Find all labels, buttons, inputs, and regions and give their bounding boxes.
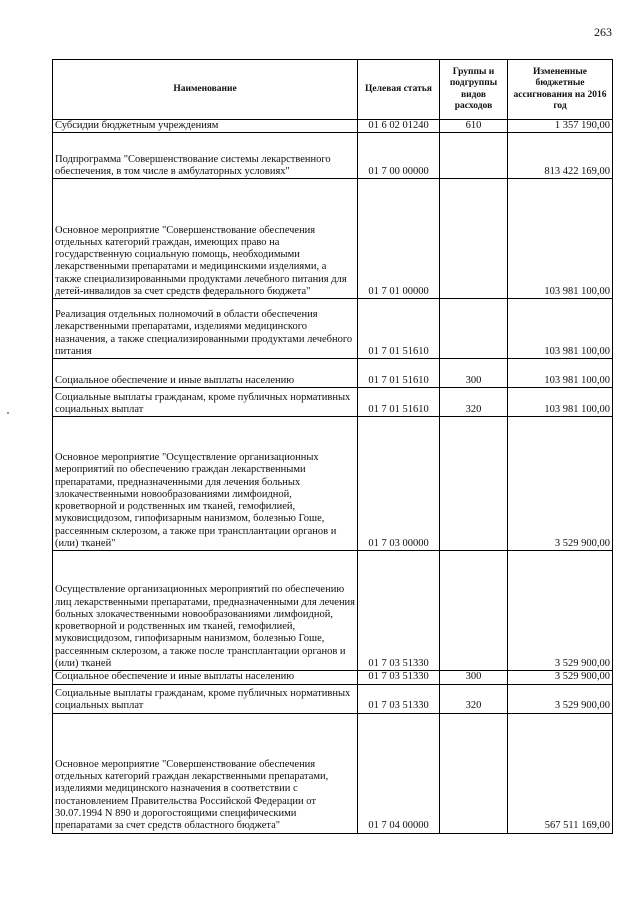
row-code: 01 7 04 00000	[358, 713, 440, 833]
row-group: 300	[440, 359, 508, 388]
row-name: Социальные выплаты гражданам, кроме публичных нормативных социальных выплат	[53, 388, 358, 417]
row-name: Социальное обеспечение и иные выплаты населению	[53, 359, 358, 388]
row-name: Подпрограмма "Совершенствование системы лекарственного обеспечения, в том числе в амбулаторных условиях"	[53, 133, 358, 179]
row-group	[440, 417, 508, 551]
table-row	[53, 299, 613, 359]
row-amount: 813 422 169,00	[508, 133, 613, 179]
budget-table	[52, 59, 613, 834]
table-row	[53, 359, 613, 388]
row-name: Основное мероприятие "Совершенствование обеспечения отдельных категорий граждан, имеющих право на государственную социальную помощь, необходимыми лекарственными препаратами и медицинскими изделиями, а также специализированными продуктами лечебного питания для детей-инвалидов за счет средств федерального бюджета"	[53, 179, 358, 299]
row-code: 01 7 03 51330	[358, 671, 440, 684]
row-code: 01 7 00 00000	[358, 133, 440, 179]
row-amount: 103 981 100,00	[508, 359, 613, 388]
header-target-article: Целевая статья	[358, 60, 440, 120]
row-name: Социальное обеспечение и иные выплаты населению	[53, 671, 358, 684]
row-code: 01 7 03 51330	[358, 684, 440, 713]
row-amount: 103 981 100,00	[508, 179, 613, 299]
header-name: Наименование	[53, 60, 358, 120]
header-expense-groups: Группы и подгруппы видов расходов	[440, 60, 508, 120]
row-code: 01 7 01 00000	[358, 179, 440, 299]
row-amount: 103 981 100,00	[508, 299, 613, 359]
table-row	[53, 671, 613, 684]
row-code: 01 6 02 01240	[358, 120, 440, 133]
row-name: Субсидии бюджетным учреждениям	[53, 120, 358, 133]
table-header-row	[53, 60, 613, 120]
row-group	[440, 299, 508, 359]
table-row	[53, 120, 613, 133]
row-code: 01 7 03 51330	[358, 551, 440, 671]
row-name: Реализация отдельных полномочий в области обеспечения лекарственными препаратами, изделиями медицинского назначения, а также специализированными продуктами лечебного питания	[53, 299, 358, 359]
row-group	[440, 551, 508, 671]
row-amount: 103 981 100,00	[508, 388, 613, 417]
table-row	[53, 417, 613, 551]
table-row	[53, 179, 613, 299]
row-amount: 3 529 900,00	[508, 684, 613, 713]
row-group	[440, 179, 508, 299]
row-group	[440, 133, 508, 179]
row-name: Социальные выплаты гражданам, кроме публичных нормативных социальных выплат	[53, 684, 358, 713]
row-code: 01 7 03 00000	[358, 417, 440, 551]
table-row	[53, 388, 613, 417]
row-amount: 567 511 169,00	[508, 713, 613, 833]
table-row	[53, 684, 613, 713]
scan-artifact-dot	[7, 412, 9, 414]
row-name: Основное мероприятие "Совершенствование обеспечения отдельных категорий граждан лекарственными препаратами, изделиями медицинского назначения в соответствии с постановлением Правительства Российской Федерации от 30.07.1994 N 890 и дорогостоящими специфическими препаратами за счет средств областного бюджета"	[53, 713, 358, 833]
row-amount: 3 529 900,00	[508, 551, 613, 671]
table-row	[53, 713, 613, 833]
row-amount: 3 529 900,00	[508, 417, 613, 551]
row-amount: 1 357 190,00	[508, 120, 613, 133]
row-group: 320	[440, 684, 508, 713]
table-row	[53, 133, 613, 179]
row-code: 01 7 01 51610	[358, 388, 440, 417]
row-code: 01 7 01 51610	[358, 359, 440, 388]
page-number: 263	[594, 25, 612, 39]
row-group: 320	[440, 388, 508, 417]
header-amount-2016: Измененные бюджетные ассигнования на 2016 год	[508, 60, 613, 120]
row-code: 01 7 01 51610	[358, 299, 440, 359]
table-row	[53, 551, 613, 671]
row-group	[440, 713, 508, 833]
row-name: Основное мероприятие "Осуществление организационных мероприятий по обеспечению граждан лекарственными препаратами, предназначенными для лечения больных злокачественными новообразованиями лимфоидной, кроветворной и родственных им тканей, гемофилией, муковисцидозом, гипофизарным нанизмом, болезнью Гоше, рассеянным склерозом, а также при трансплантации органов и (или) тканей"	[53, 417, 358, 551]
row-group: 610	[440, 120, 508, 133]
row-name: Осуществление организационных мероприятий по обеспечению лиц лекарственными препаратами, предназначенными для лечения больных злокачественными новообразованиями лимфоидной, кроветворной и родственных им тканей, гемофилией, муковисцидозом, гипофизарным нанизмом, болезнью Гоше, рассеянным склерозом, а также после трансплантации органов и (или) тканей	[53, 551, 358, 671]
row-amount: 3 529 900,00	[508, 671, 613, 684]
row-group: 300	[440, 671, 508, 684]
